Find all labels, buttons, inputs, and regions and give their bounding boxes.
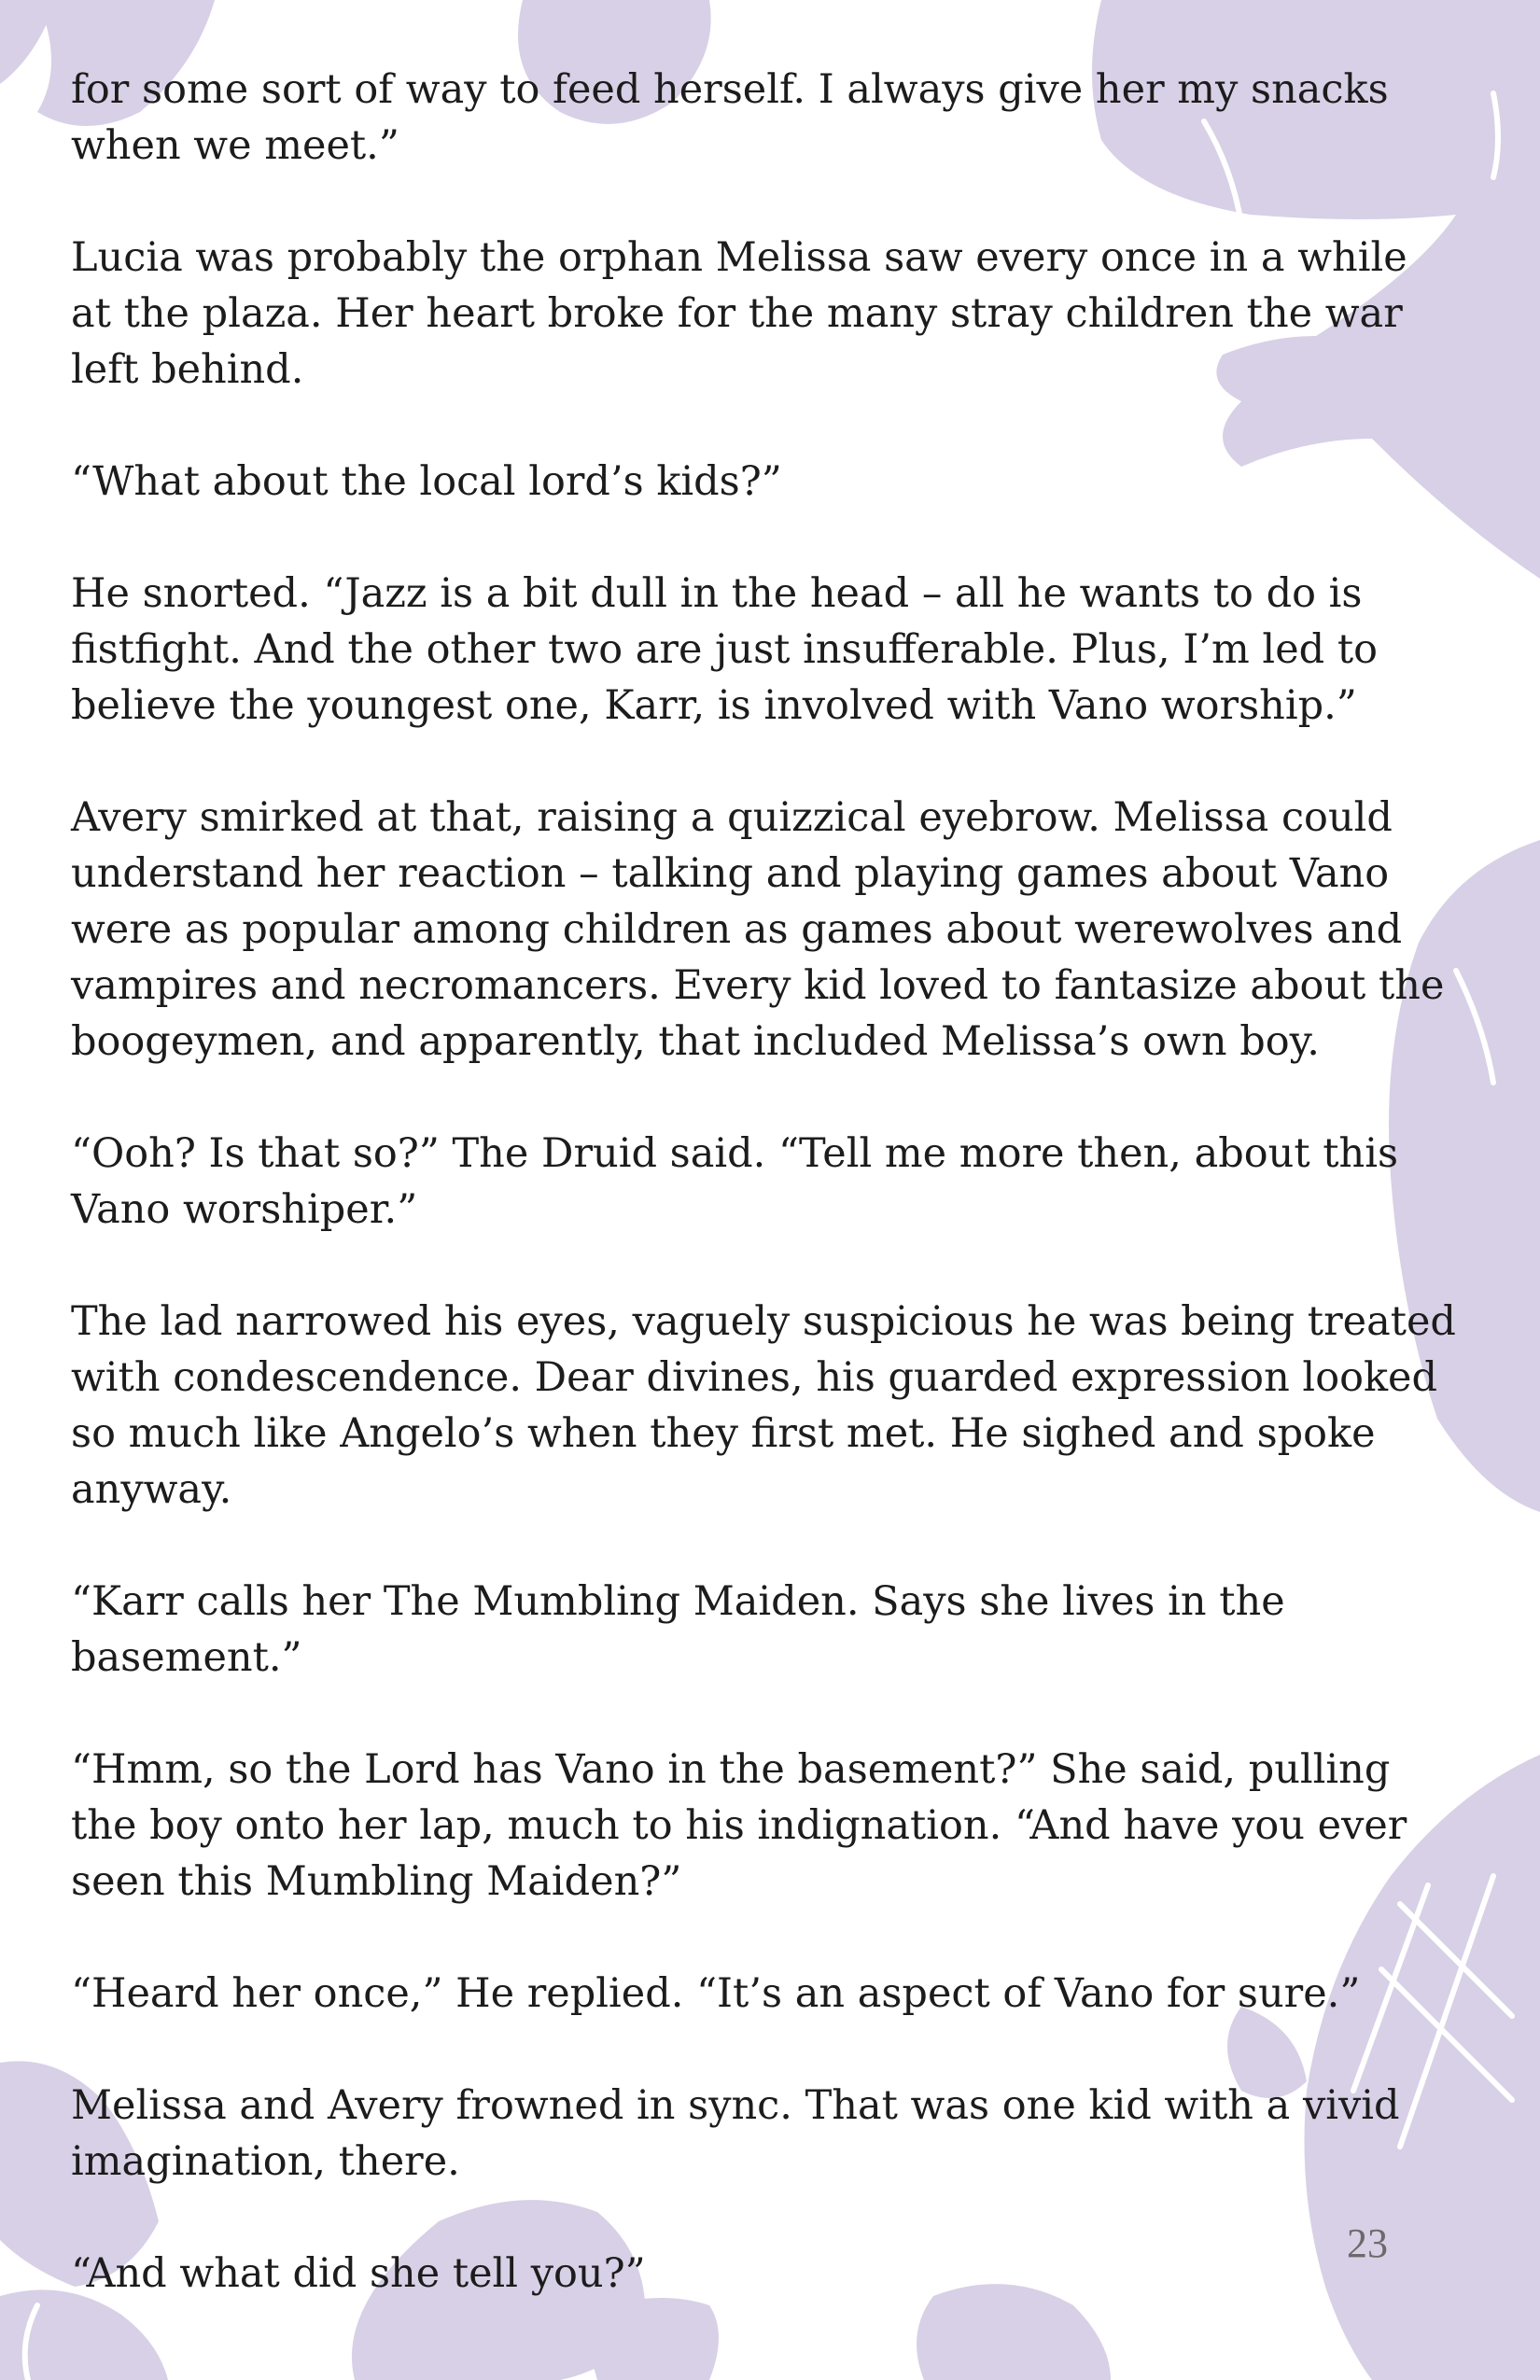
paragraph: Melissa and Avery frowned in sync. That was one kid with a vivid imagination, there. xyxy=(71,2082,1400,2185)
paragraph: “And what did she tell you?” xyxy=(71,2250,646,2297)
paragraph: “Ooh? Is that so?” The Druid said. “Tell me more then, about this Vano worshiper.” xyxy=(71,1130,1399,1233)
paragraph: Lucia was probably the orphan Melissa saw every once in a while at the plaza. Her heart broke for the many stray children the war left behind. xyxy=(71,234,1407,393)
paragraph: “Hmm, so the Lord has Vano in the basement?” She said, pulling the boy onto her lap, much to his indignation. “And have you ever seen this Mumbling Maiden?” xyxy=(71,1746,1407,1905)
paragraph: Avery smirked at that, raising a quizzical eyebrow. Melissa could understand her reaction – talking and playing games about Vano were as popular among children as games about werewolves and vampires and necromancers. Every kid loved to fantasize about the boogeymen, and apparently, that included Melissa’s own boy. xyxy=(71,794,1445,1065)
paragraph: “What about the local lord’s kids?” xyxy=(71,458,782,505)
paragraph: for some sort of way to feed herself. I always give her my snacks when we meet.” xyxy=(71,66,1389,169)
paragraph: “Karr calls her The Mumbling Maiden. Says she lives in the basement.” xyxy=(71,1578,1285,1681)
paragraph: The lad narrowed his eyes, vaguely suspicious he was being treated with condescendence. Dear divines, his guarded expression looked so much like Angelo’s when they first met. He sighed and spoke anyway. xyxy=(71,1298,1456,1513)
page-body-text xyxy=(71,62,1485,2358)
paragraph: He snorted. “Jazz is a bit dull in the head – all he wants to do is fistfight. And the other two are just insufferable. Plus, I’m led to believe the youngest one, Karr, is involved with Vano worship.” xyxy=(71,570,1378,729)
paragraph: “Heard her once,” He replied. “It’s an aspect of Vano for sure.” xyxy=(71,1970,1361,2017)
page-number: 23 xyxy=(1347,2220,1388,2266)
